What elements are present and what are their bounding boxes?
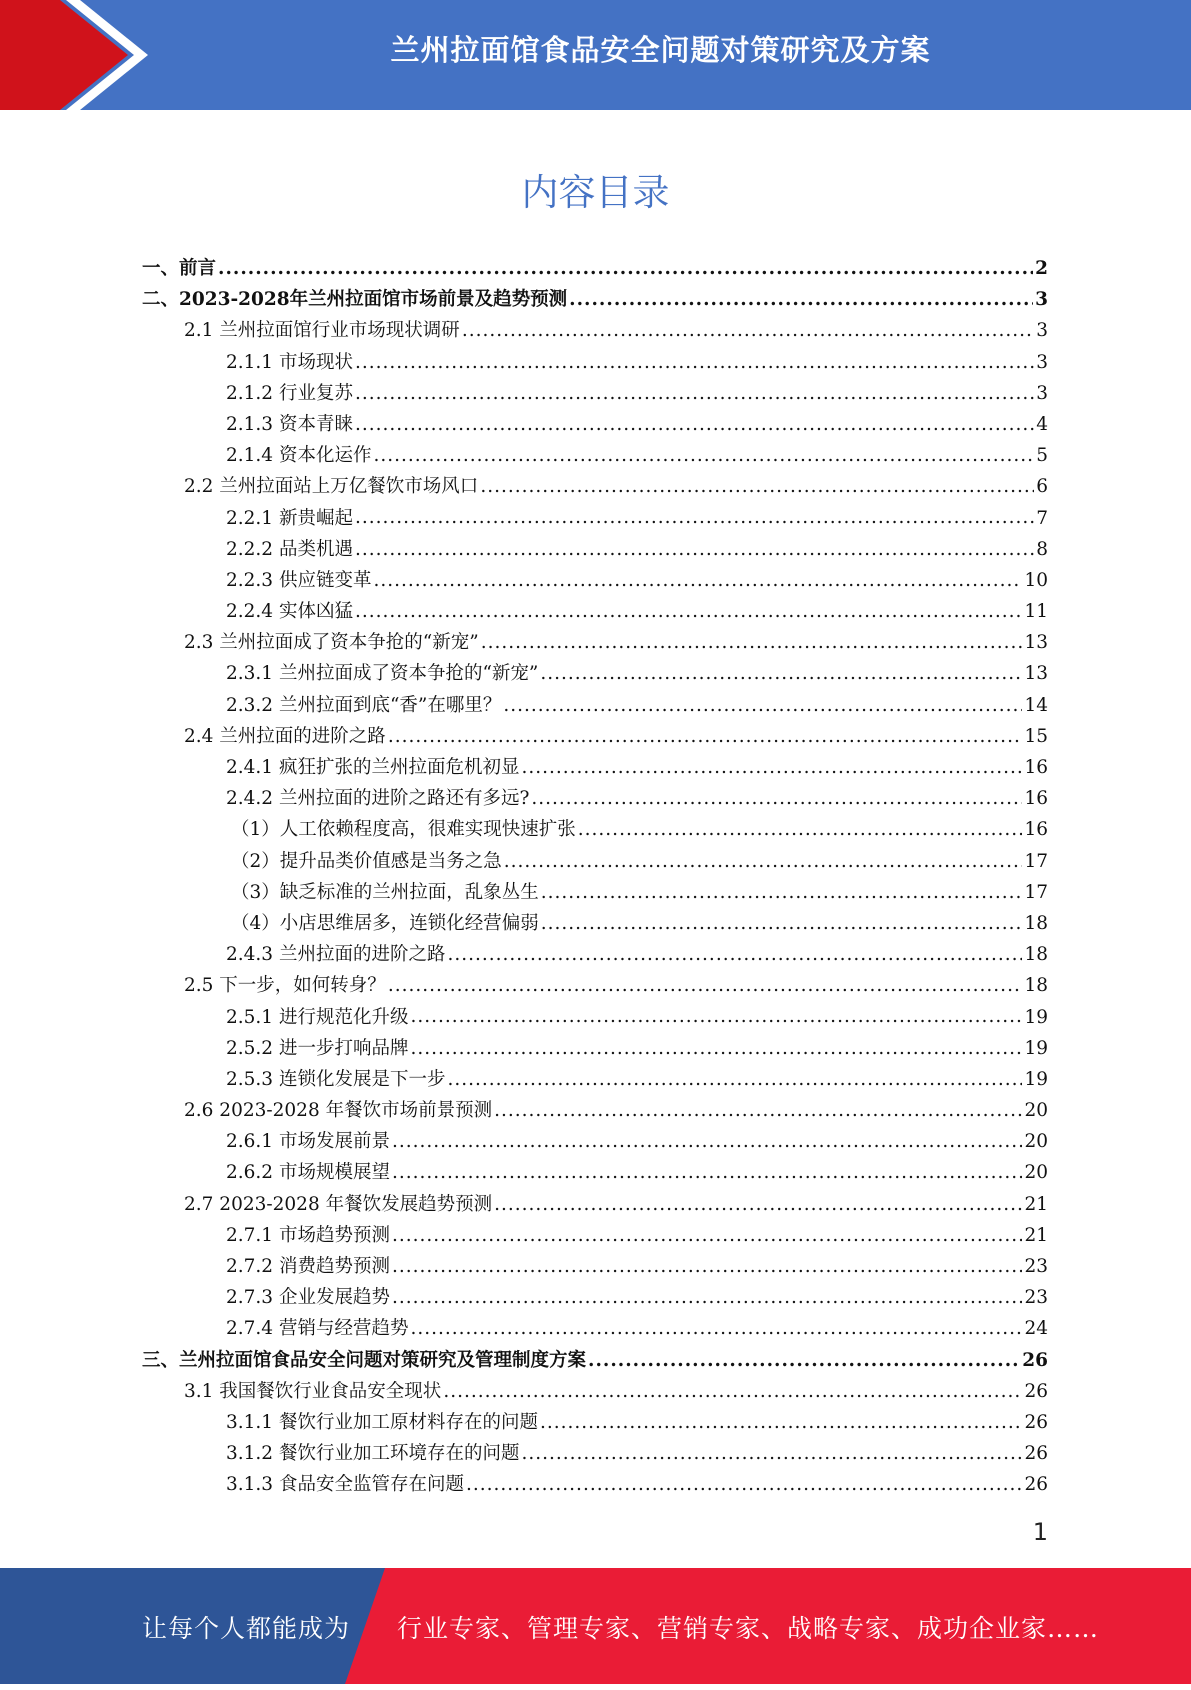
toc-entry-label: 2.1.3 资本青睐 <box>226 413 353 435</box>
page-number: 1 <box>1032 1518 1048 1546</box>
toc-leader-dots <box>586 1345 1020 1376</box>
toc-entry-page: 8 <box>1036 538 1048 560</box>
toc-leader-dots <box>386 970 1023 1001</box>
toc-entry[interactable] <box>142 939 1048 970</box>
toc-entry[interactable] <box>142 846 1048 877</box>
toc-entry[interactable] <box>142 627 1048 658</box>
toc-leader-dots <box>478 471 1034 502</box>
toc-entry[interactable] <box>142 1313 1048 1344</box>
footer-slogan-right: 行业专家、管理专家、营销专家、战略专家、成功企业家…… <box>397 1614 1100 1643</box>
toc-entry[interactable] <box>142 1126 1048 1157</box>
toc-entry-page: 14 <box>1024 694 1048 716</box>
toc-entry-page: 24 <box>1024 1318 1048 1340</box>
toc-entry-page: 16 <box>1024 757 1048 778</box>
toc-entry[interactable] <box>142 565 1048 596</box>
toc-entry-page: 26 <box>1024 1443 1048 1465</box>
toc-entry-page: 3 <box>1035 289 1048 311</box>
page-header <box>0 0 1191 110</box>
toc-entry[interactable] <box>142 970 1048 1001</box>
toc-entry[interactable] <box>142 908 1048 939</box>
toc-entry[interactable] <box>142 783 1048 814</box>
toc-leader-dots <box>390 1126 1022 1157</box>
toc-entry-page: 11 <box>1024 601 1048 623</box>
toc-leader-dots <box>371 565 1022 596</box>
toc-entry-label: 2.7.4 营销与经营趋势 <box>226 1318 409 1340</box>
toc-entry-page: 16 <box>1024 819 1048 841</box>
toc-leader-dots <box>464 1469 1022 1500</box>
toc-entry-label: （4）小店思维居多，连锁化经营偏弱 <box>231 912 539 934</box>
toc-entry[interactable] <box>142 315 1048 346</box>
toc-entry-page: 21 <box>1024 1224 1048 1246</box>
toc-entry-page: 20 <box>1024 1131 1048 1153</box>
toc-entry[interactable] <box>142 1438 1048 1469</box>
toc-leader-dots <box>445 939 1022 970</box>
toc-title: 内容目录 <box>521 171 670 214</box>
toc-entry-page: 6 <box>1036 476 1048 498</box>
toc-leader-dots <box>390 1282 1022 1313</box>
toc-entry-page: 10 <box>1024 569 1048 591</box>
toc-entry-label: （2）提升品类价值感是当务之急 <box>231 850 502 872</box>
toc-entry-label: 2.1.4 资本化运作 <box>226 445 372 467</box>
toc-entry-label: 2.2.1 新贵崛起 <box>226 507 353 529</box>
toc-entry[interactable] <box>142 658 1048 689</box>
toc-entry-label: 一、前言 <box>142 258 217 279</box>
toc-entry-page: 3 <box>1036 320 1048 342</box>
toc-leader-dots <box>539 877 1023 908</box>
toc-entry-label: 2.2.3 供应链变革 <box>226 569 372 591</box>
toc-entry[interactable] <box>142 378 1048 409</box>
toc-leader-dots <box>441 1376 1022 1407</box>
toc-entry-page: 19 <box>1024 1037 1048 1059</box>
toc-leader-dots <box>502 846 1023 877</box>
toc-entry-label: 2.6.1 市场发展前景 <box>226 1131 390 1153</box>
toc-leader-dots <box>386 721 1023 752</box>
toc-leader-dots <box>408 1002 1022 1033</box>
toc-entry[interactable] <box>142 1064 1048 1095</box>
toc-entry-page: 13 <box>1024 663 1048 685</box>
toc-entry[interactable] <box>142 596 1048 627</box>
toc-leader-dots <box>353 503 1034 534</box>
toc-entry-page: 2 <box>1035 258 1048 279</box>
toc-leader-dots <box>539 908 1023 939</box>
page-footer <box>0 1568 1191 1684</box>
toc-entry-label: 2.7.3 企业发展趋势 <box>226 1287 390 1309</box>
toc-entry-label: 2.2.2 品类机遇 <box>226 538 353 560</box>
toc-entry[interactable] <box>142 1251 1048 1282</box>
toc-entry-page: 21 <box>1024 1193 1048 1215</box>
toc-entry[interactable] <box>142 347 1048 378</box>
toc-entry-label: 2.5.2 进一步打响品牌 <box>226 1037 409 1059</box>
toc-entry-label: （3）缺乏标准的兰州拉面，乱象丛生 <box>231 881 539 903</box>
toc-leader-dots <box>408 1033 1022 1064</box>
toc-leader-dots <box>390 1157 1022 1188</box>
toc-entry-label: 3.1.1 餐饮行业加工原材料存在的问题 <box>226 1411 538 1433</box>
toc-entry-label: 3.1 我国餐饮行业食品安全现状 <box>184 1380 442 1402</box>
toc-entry[interactable] <box>142 440 1048 471</box>
toc-leader-dots <box>353 596 1023 627</box>
table-of-contents <box>142 253 1048 1501</box>
toc-leader-dots <box>353 378 1034 409</box>
toc-entry-page: 17 <box>1024 881 1048 903</box>
toc-entry[interactable] <box>142 752 1048 783</box>
toc-leader-dots <box>216 253 1033 284</box>
toc-entry[interactable] <box>142 409 1048 440</box>
toc-entry[interactable] <box>142 1002 1048 1033</box>
toc-entry-label: 2.1.2 行业复苏 <box>226 382 353 404</box>
toc-entry[interactable] <box>142 721 1048 752</box>
toc-entry-label: 2.3.2 兰州拉面到底“香”在哪里？ <box>226 694 502 716</box>
toc-entry[interactable] <box>142 1189 1048 1220</box>
toc-entry-page: 18 <box>1024 975 1048 997</box>
toc-entry[interactable] <box>142 534 1048 565</box>
toc-entry-page: 23 <box>1024 1256 1048 1277</box>
toc-entry[interactable] <box>142 1220 1048 1251</box>
toc-entry[interactable] <box>142 471 1048 502</box>
toc-leader-dots <box>408 1313 1022 1344</box>
toc-entry-label: 2.7 2023-2028 年餐饮发展趋势预测 <box>184 1193 493 1215</box>
toc-entry-label: 2.1 兰州拉面馆行业市场现状调研 <box>184 320 460 342</box>
toc-entry-label: 2.1.1 市场现状 <box>226 351 353 373</box>
toc-entry-label: 2.2 兰州拉面站上万亿餐饮市场风口 <box>184 476 479 498</box>
toc-entry-page: 7 <box>1036 507 1048 529</box>
toc-entry-label: 2.5.3 连锁化发展是下一步 <box>226 1068 446 1090</box>
toc-entry-page: 26 <box>1024 1411 1048 1433</box>
toc-leader-dots <box>567 284 1033 315</box>
toc-entry-page: 3 <box>1036 382 1048 404</box>
toc-entry-page: 19 <box>1024 1068 1048 1090</box>
toc-entry-page: 18 <box>1024 944 1048 966</box>
toc-entry-label: 2.7.1 市场趋势预测 <box>226 1224 390 1246</box>
toc-entry-page: 5 <box>1036 445 1048 467</box>
toc-leader-dots <box>519 752 1022 783</box>
toc-leader-dots <box>501 690 1022 721</box>
toc-entry-page: 13 <box>1024 632 1048 654</box>
toc-leader-dots <box>353 347 1034 378</box>
toc-entry-label: 3.1.3 食品安全监管存在问题 <box>226 1474 464 1496</box>
toc-entry-page: 19 <box>1024 1006 1048 1028</box>
toc-leader-dots <box>492 1189 1022 1220</box>
toc-entry-label: 2.4 兰州拉面的进阶之路 <box>184 725 386 747</box>
toc-entry-label: 二、2023-2028年兰州拉面馆市场前景及趋势预测 <box>142 289 568 311</box>
toc-entry-label: 2.4.3 兰州拉面的进阶之路 <box>226 944 446 966</box>
footer-slogan-left: 让每个人都能成为 <box>142 1614 351 1643</box>
toc-entry-page: 16 <box>1024 788 1048 810</box>
toc-leader-dots <box>538 1407 1022 1438</box>
toc-entry-label: 2.5 下一步，如何转身？ <box>184 975 386 997</box>
toc-entry-label: 2.4.2 兰州拉面的进阶之路还有多远? <box>226 788 530 810</box>
toc-leader-dots <box>445 1064 1022 1095</box>
toc-entry[interactable] <box>142 690 1048 721</box>
toc-entry[interactable] <box>142 1345 1048 1376</box>
toc-entry-page: 15 <box>1024 725 1048 747</box>
toc-entry-page: 17 <box>1024 850 1048 872</box>
toc-leader-dots <box>390 1251 1022 1282</box>
toc-entry-label: 2.7.2 消费趋势预测 <box>226 1256 390 1277</box>
toc-entry-label: 2.5.1 进行规范化升级 <box>226 1006 409 1028</box>
toc-leader-dots <box>390 1220 1022 1251</box>
toc-entry[interactable] <box>142 1033 1048 1064</box>
toc-leader-dots <box>460 315 1034 346</box>
toc-entry-label: 2.6.2 市场规模展望 <box>226 1162 390 1184</box>
toc-leader-dots <box>538 658 1022 689</box>
toc-entry-page: 26 <box>1024 1380 1048 1402</box>
toc-leader-dots <box>529 783 1022 814</box>
toc-entry-page: 20 <box>1024 1100 1048 1122</box>
toc-entry-page: 26 <box>1024 1474 1048 1496</box>
toc-entry-label: 2.3 兰州拉面成了资本争抢的“新宠” <box>184 632 479 654</box>
toc-entry[interactable] <box>142 877 1048 908</box>
toc-leader-dots <box>576 814 1023 845</box>
toc-entry-label: 2.2.4 实体凶猛 <box>226 601 353 623</box>
toc-entry[interactable] <box>142 1469 1048 1500</box>
toc-entry-label: 2.6 2023-2028 年餐饮市场前景预测 <box>184 1100 493 1122</box>
toc-entry-page: 18 <box>1024 912 1048 934</box>
toc-entry-label: 3.1.2 餐饮行业加工环境存在的问题 <box>226 1443 520 1465</box>
toc-entry[interactable] <box>142 1282 1048 1313</box>
toc-leader-dots <box>479 627 1023 658</box>
toc-entry-label: 2.3.1 兰州拉面成了资本争抢的“新宠” <box>226 663 539 685</box>
toc-entry-page: 26 <box>1022 1349 1048 1371</box>
toc-entry[interactable] <box>142 503 1048 534</box>
toc-entry-page: 20 <box>1024 1162 1048 1184</box>
toc-entry-label: 2.4.1 疯狂扩张的兰州拉面危机初显 <box>226 757 520 778</box>
toc-leader-dots <box>353 409 1034 440</box>
toc-entry[interactable] <box>142 814 1048 845</box>
toc-leader-dots <box>353 534 1034 565</box>
toc-entry-label: （1）人工依赖程度高，很难实现快速扩张 <box>231 819 576 841</box>
toc-entry[interactable] <box>142 1157 1048 1188</box>
header-title: 兰州拉面馆食品安全问题对策研究及方案 <box>390 33 931 67</box>
toc-leader-dots <box>371 440 1034 471</box>
toc-entry[interactable] <box>142 284 1048 315</box>
toc-entry[interactable] <box>142 253 1048 284</box>
toc-entry-page: 3 <box>1036 351 1048 373</box>
toc-entry[interactable] <box>142 1095 1048 1126</box>
toc-entry-label: 三、兰州拉面馆食品安全问题对策研究及管理制度方案 <box>142 1349 587 1371</box>
toc-entry[interactable] <box>142 1376 1048 1407</box>
toc-leader-dots <box>519 1438 1022 1469</box>
toc-entry[interactable] <box>142 1407 1048 1438</box>
toc-leader-dots <box>492 1095 1022 1126</box>
toc-entry-page: 23 <box>1024 1287 1048 1309</box>
toc-entry-page: 4 <box>1036 413 1048 435</box>
